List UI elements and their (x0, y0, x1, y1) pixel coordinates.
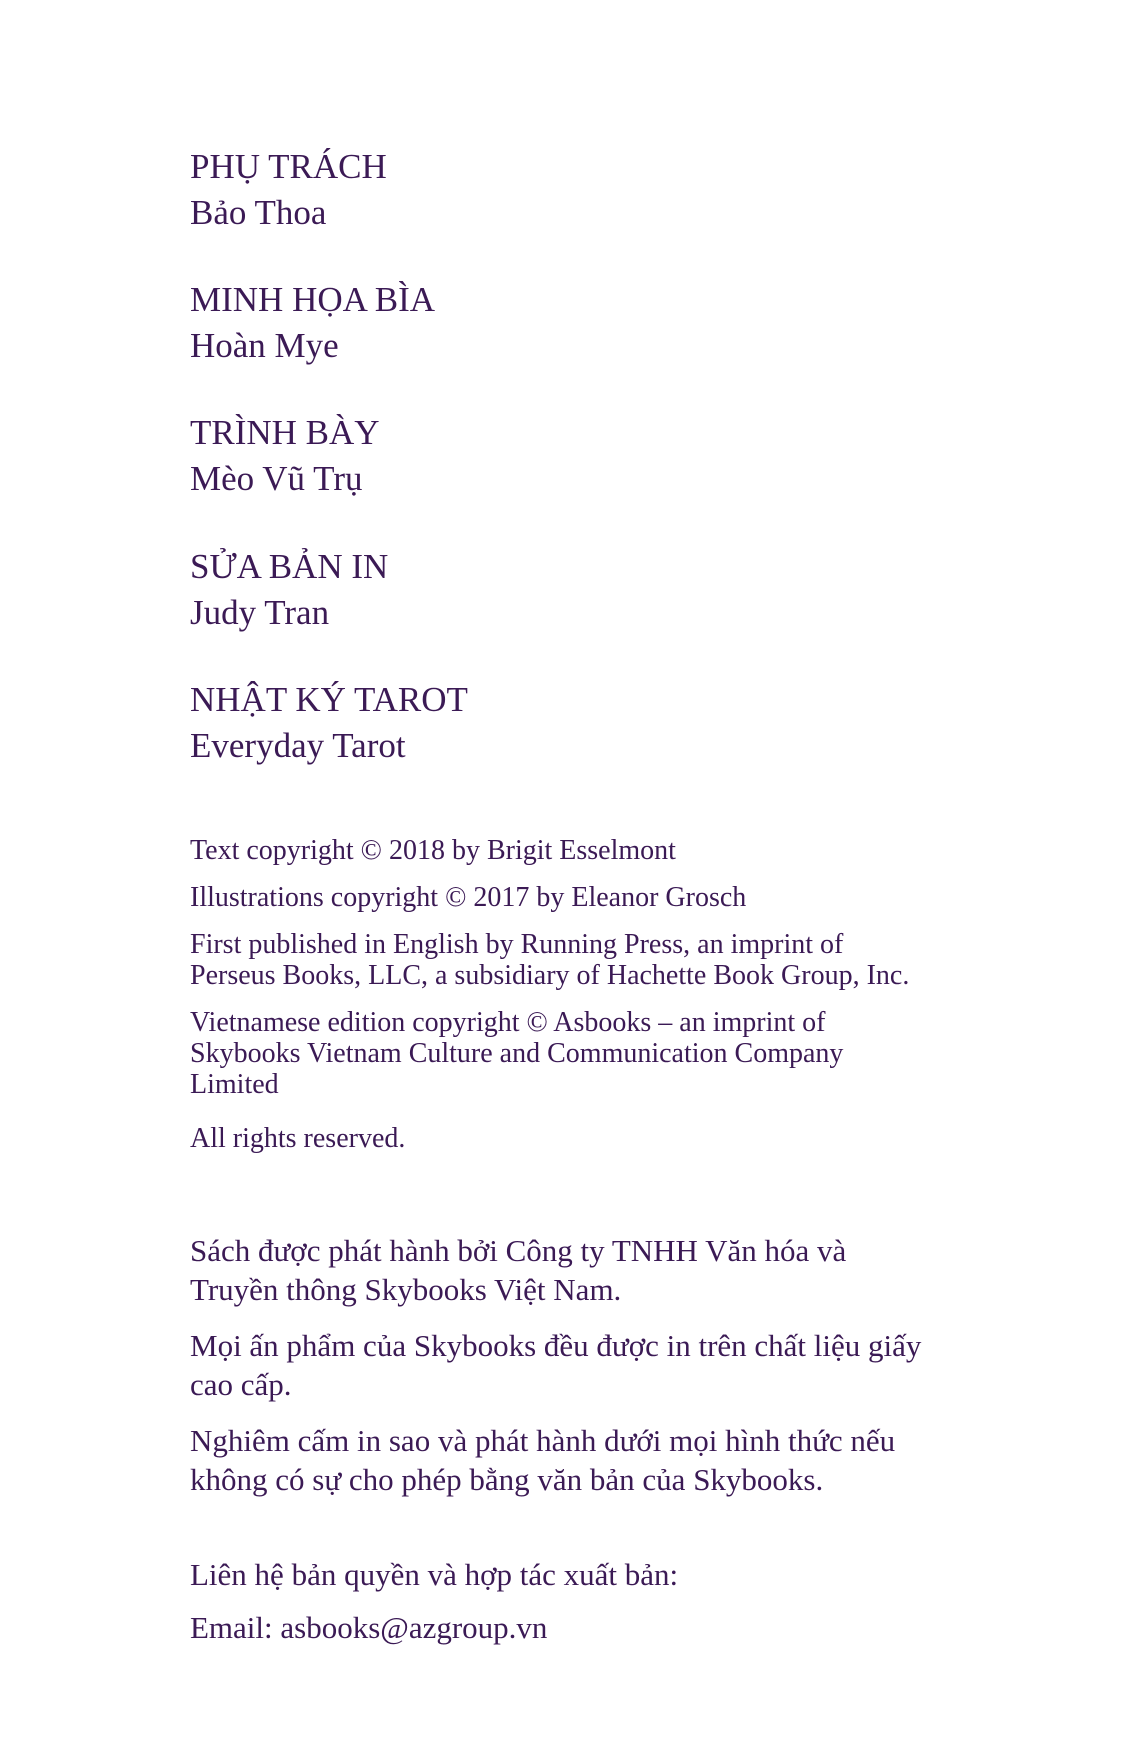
credit-role: TRÌNH BÀY (190, 413, 380, 452)
credit-name: Bảo Thoa (190, 193, 327, 232)
credit-name: Everyday Tarot (190, 726, 406, 765)
contact-label-line: Liên hệ bản quyền và hợp tác xuất bản: (190, 1557, 679, 1592)
first-published-line: First published in English by Running Press, an imprint of (190, 929, 844, 960)
credit-tarot-journal (190, 677, 990, 769)
credit-name: Judy Tran (190, 593, 330, 632)
rights-line: All rights reserved. (190, 1123, 406, 1154)
first-published (190, 929, 1000, 991)
distribution-notice (190, 1231, 1010, 1309)
illustrations-copyright (190, 882, 1000, 913)
contact-email (190, 1608, 1010, 1647)
text-copyright-line: Text copyright © 2018 by Brigit Esselmont (190, 835, 676, 866)
credit-role: PHỤ TRÁCH (190, 147, 387, 186)
contact-email-line: Email: asbooks@azgroup.vn (190, 1610, 548, 1645)
credit-layout (190, 410, 990, 502)
paper-notice (190, 1326, 1010, 1404)
credit-role: NHẬT KÝ TAROT (190, 680, 468, 719)
credit-role: SỬA BẢN IN (190, 547, 389, 586)
colophon-page (190, 0, 1010, 1764)
prohibition-notice (190, 1421, 1010, 1499)
paper-line: cao cấp. (190, 1367, 292, 1402)
prohibition-line: không có sự cho phép bằng văn bản của Skybooks. (190, 1462, 824, 1497)
credit-name: Mèo Vũ Trụ (190, 459, 363, 498)
vietnamese-edition-line: Skybooks Vietnam Culture and Communication Company (190, 1038, 844, 1069)
vietnamese-edition-line: Vietnamese edition copyright © Asbooks – an imprint of (190, 1007, 826, 1038)
all-rights-reserved (190, 1123, 1000, 1154)
credit-supervisor (190, 144, 990, 236)
vietnamese-edition-line: Limited (190, 1069, 279, 1100)
paper-line: Mọi ấn phẩm của Skybooks đều được in trên chất liệu giấy (190, 1328, 922, 1363)
distribution-line: Sách được phát hành bởi Công ty TNHH Văn hóa và (190, 1233, 847, 1268)
credit-name: Hoàn Mye (190, 326, 339, 365)
credit-proofreading (190, 544, 990, 636)
vietnamese-edition (190, 1007, 1000, 1100)
contact-label (190, 1555, 1010, 1594)
illustrations-copyright-line: Illustrations copyright © 2017 by Eleanor Grosch (190, 882, 747, 913)
prohibition-line: Nghiêm cấm in sao và phát hành dưới mọi hình thức nếu (190, 1423, 896, 1458)
credit-role: MINH HỌA BÌA (190, 280, 435, 319)
distribution-line: Truyền thông Skybooks Việt Nam. (190, 1272, 622, 1307)
credit-cover-illustration (190, 277, 990, 369)
text-copyright (190, 835, 1000, 866)
first-published-line: Perseus Books, LLC, a subsidiary of Hachette Book Group, Inc. (190, 960, 910, 991)
